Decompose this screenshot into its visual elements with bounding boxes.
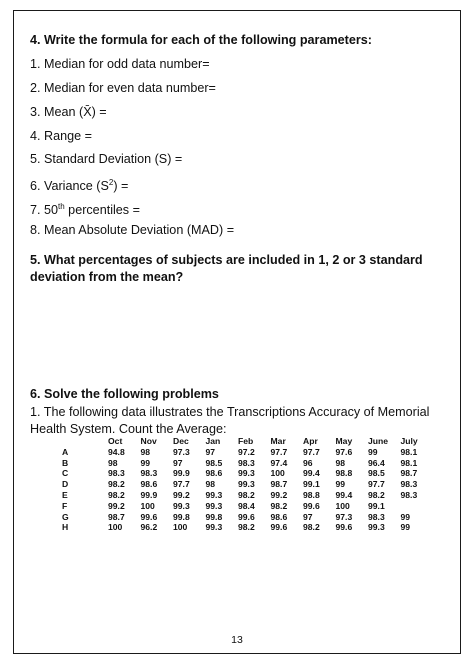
table-cell: 98 <box>205 479 216 490</box>
table-cell: 97.4 <box>270 457 288 468</box>
table-cell: 99.3 <box>238 479 255 490</box>
table-cell: 99.2 <box>270 489 288 500</box>
q4-item-3: 3. Mean (X̄) = <box>30 105 107 119</box>
row-label: F <box>62 500 68 511</box>
table-cell: 99 <box>368 446 378 457</box>
table-row <box>52 447 433 458</box>
table-cell: 99 <box>335 479 346 490</box>
table-cell: 98.3 <box>140 468 158 479</box>
table-row <box>52 512 433 523</box>
table-cell: 97.7 <box>303 446 320 457</box>
q4-item-6-suffix: ) = <box>113 179 129 194</box>
table-cell: 98.4 <box>238 500 255 511</box>
table-cell: 97 <box>173 457 183 468</box>
table-cell: 97.6 <box>335 446 353 457</box>
table-cell: 98.5 <box>205 457 223 468</box>
table-cell: 99.2 <box>173 489 190 500</box>
month-header: Mar <box>270 436 286 446</box>
table-cell: 99.8 <box>173 511 190 522</box>
table-cell: 98.2 <box>368 489 385 500</box>
month-header: July <box>400 436 418 446</box>
table-cell: 100 <box>335 500 350 511</box>
q4-item-7 <box>30 199 140 218</box>
table-body <box>52 447 433 533</box>
q4-item-6-prefix: 6. Variance (S <box>30 179 109 194</box>
table-cell: 98.8 <box>335 468 353 479</box>
question-5-heading: 5. What percentages of subjects are included in 1, 2 or 3 standard deviation from the mean? <box>30 253 423 284</box>
table-cell: 98.3 <box>368 511 385 522</box>
q4-item-6 <box>30 175 128 194</box>
row-label: A <box>62 446 69 457</box>
month-header: Apr <box>303 436 318 446</box>
table-cell: 98.3 <box>108 468 125 479</box>
table-row <box>52 458 433 469</box>
table-cell: 98.8 <box>303 489 320 500</box>
table-cell: 98.7 <box>108 511 125 522</box>
table-cell: 99.3 <box>205 500 223 511</box>
table-cell: 97.7 <box>173 479 190 490</box>
row-label: C <box>62 468 69 479</box>
table-cell: 99.6 <box>140 511 158 522</box>
table-cell: 97 <box>205 446 216 457</box>
month-header: June <box>368 436 389 446</box>
table-cell: 99.9 <box>173 468 190 479</box>
table-cell: 100 <box>140 500 155 511</box>
q4-item-5: 5. Standard Deviation (S) = <box>30 152 183 166</box>
table-cell: 98.2 <box>238 522 255 533</box>
table-cell: 98.2 <box>108 489 125 500</box>
table-cell: 96 <box>303 457 313 468</box>
q4-item-4: 4. Range = <box>30 129 92 143</box>
row-label: G <box>62 511 69 522</box>
question-6-heading: 6. Solve the following problems <box>30 387 219 401</box>
table-cell: 99.3 <box>238 468 255 479</box>
table-row <box>52 522 433 533</box>
q4-item-7-prefix: 7. 50 <box>30 203 59 218</box>
page-number: 13 <box>231 634 243 646</box>
q4-item-1: 1. Median for odd data number= <box>30 57 210 71</box>
table-cell: 99.3 <box>368 522 385 533</box>
table-cell: 97.3 <box>173 446 190 457</box>
month-header: Dec <box>173 436 189 446</box>
month-header: Oct <box>108 436 123 446</box>
table-cell: 97.2 <box>238 446 255 457</box>
table-cell: 98.5 <box>368 468 385 479</box>
q4-item-7-suffix: percentiles = <box>64 203 140 218</box>
month-header: Nov <box>140 436 157 446</box>
q4-item-8: 8. Mean Absolute Deviation (MAD) = <box>30 223 235 237</box>
table-cell: 98.3 <box>400 479 418 490</box>
table-cell: 98.7 <box>400 468 418 479</box>
table-cell: 98.2 <box>238 489 255 500</box>
table-cell: 98.3 <box>238 457 255 468</box>
table-row <box>52 490 433 501</box>
table-cell: 97.7 <box>368 479 385 490</box>
table-cell: 98.7 <box>270 479 288 490</box>
table-header-row <box>52 436 433 447</box>
table-cell: 99.1 <box>303 479 320 490</box>
table-cell: 99.6 <box>303 500 320 511</box>
table-cell: 96.4 <box>368 457 385 468</box>
table-cell: 98.3 <box>400 489 418 500</box>
row-label: E <box>62 489 68 500</box>
table-cell: 97.3 <box>335 511 353 522</box>
table-cell: 99 <box>140 457 151 468</box>
table-cell: 99.9 <box>140 489 158 500</box>
table-cell: 99 <box>400 522 411 533</box>
table-cell: 99.4 <box>335 489 353 500</box>
month-header: Feb <box>238 436 254 446</box>
table-cell: 98 <box>140 446 151 457</box>
row-label: B <box>62 457 69 468</box>
row-label: H <box>62 522 69 533</box>
table-cell: 98.6 <box>140 479 158 490</box>
table-cell: 97 <box>303 511 313 522</box>
table-cell: 98.6 <box>205 468 223 479</box>
table-cell: 99.3 <box>205 489 223 500</box>
question-6-text: 1. The following data illustrates the Transcriptions Accuracy of Memorial Health System. Count the Average: <box>30 405 430 436</box>
table-cell: 98 <box>335 457 346 468</box>
table-cell: 98 <box>108 457 118 468</box>
table-cell: 94.8 <box>108 446 125 457</box>
table-cell: 99.2 <box>108 500 125 511</box>
q4-item-7-sup: th <box>58 202 65 211</box>
table-cell: 99.3 <box>205 522 223 533</box>
table-row <box>52 468 433 479</box>
table-cell: 99 <box>400 511 411 522</box>
table-cell: 99.1 <box>368 500 385 511</box>
table-cell: 98.6 <box>270 511 288 522</box>
q4-item-2: 2. Median for even data number= <box>30 81 216 95</box>
table-cell: 96.2 <box>140 522 158 533</box>
table-cell: 99.3 <box>173 500 190 511</box>
table-cell: 99.6 <box>238 511 255 522</box>
table-cell: 99.4 <box>303 468 320 479</box>
table-cell: 99.6 <box>335 522 353 533</box>
row-label-header <box>52 436 108 447</box>
table-cell: 100 <box>270 468 285 479</box>
month-header: May <box>335 436 353 446</box>
table-cell: 98.1 <box>400 446 418 457</box>
row-label: D <box>62 479 69 490</box>
table-cell: 98.2 <box>303 522 320 533</box>
question-4-heading: 4. Write the formula for each of the following parameters: <box>30 33 372 47</box>
table-cell: 98.2 <box>108 479 125 490</box>
table-cell: 98.1 <box>400 457 418 468</box>
table-cell: 99.8 <box>205 511 223 522</box>
table-row <box>52 501 433 512</box>
q4-item-6-sup: 2 <box>108 178 114 187</box>
accuracy-table <box>52 436 433 533</box>
table-cell: 97.7 <box>270 446 288 457</box>
table-row <box>52 479 433 490</box>
table-cell: 98.2 <box>270 500 288 511</box>
table-cell: 100 <box>108 522 123 533</box>
month-header: Jan <box>205 436 221 446</box>
table-cell: 100 <box>173 522 188 533</box>
table-cell: 99.6 <box>270 522 288 533</box>
